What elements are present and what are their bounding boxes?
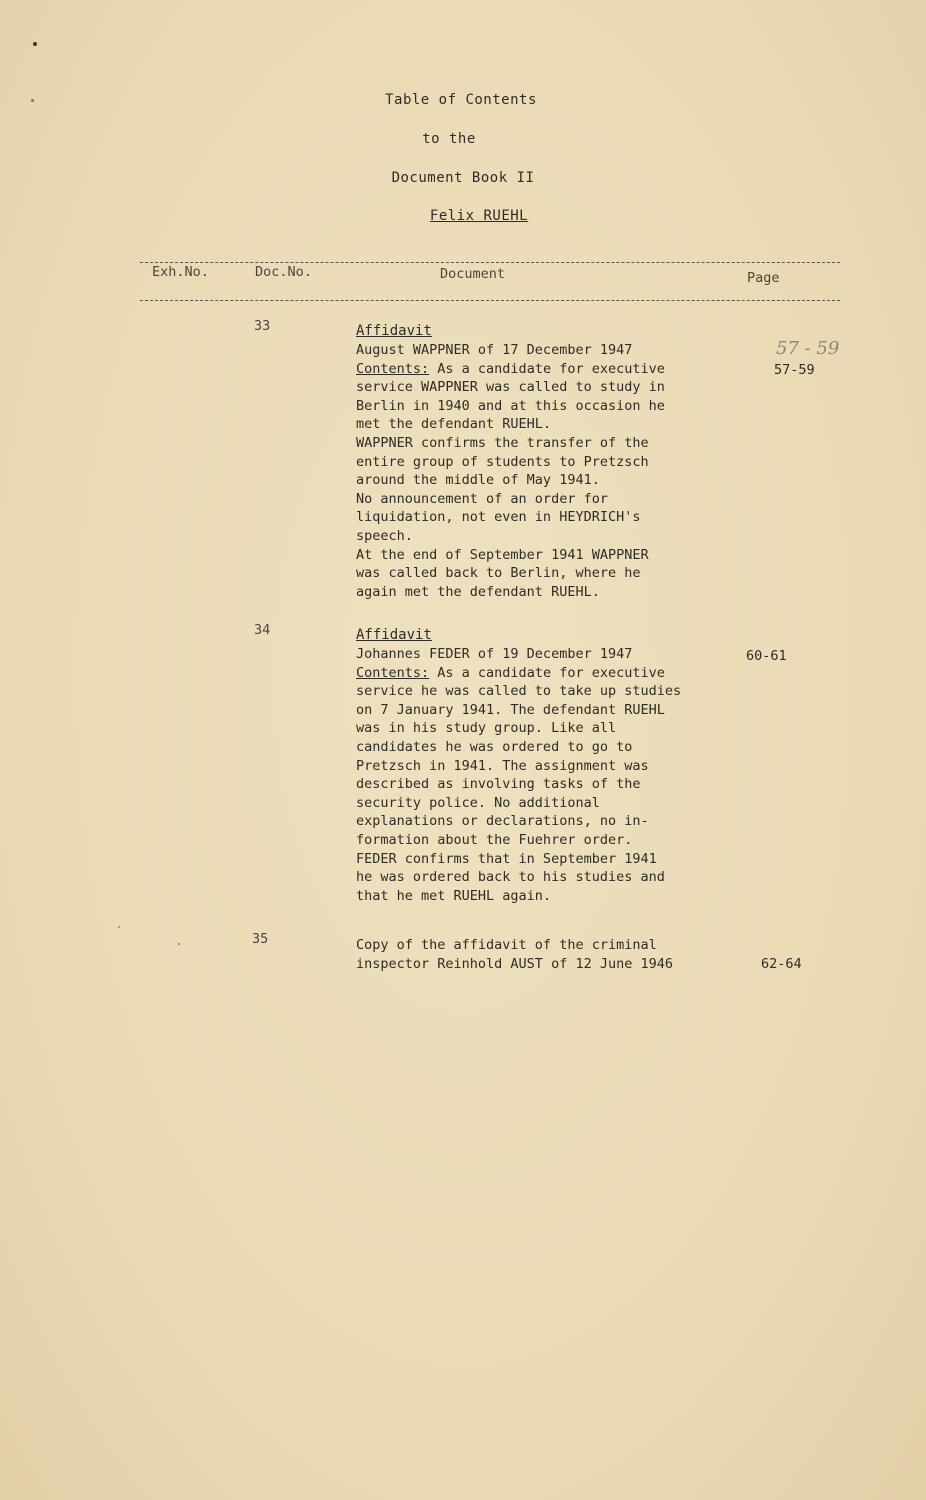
entry-line: again met the defendant RUEHL. xyxy=(356,583,600,600)
entry-line: was in his study group. Like all xyxy=(356,720,617,737)
entry-line: Berlin in 1940 and at this occasion he xyxy=(356,397,665,414)
entry-line: WAPPNER confirms the transfer of the xyxy=(356,434,649,451)
entry-line: Pretzsch in 1941. The assignment was xyxy=(356,757,649,774)
title-to-the: to the xyxy=(422,131,476,147)
entry-page-ref: 62-64 xyxy=(761,956,802,972)
entry-page-ref: 60-61 xyxy=(746,648,787,664)
title-defendant-name: Felix RUEHL xyxy=(429,208,529,224)
entry-line: speech. xyxy=(356,527,413,544)
entry-line: Contents: As a candidate for executive xyxy=(356,360,665,377)
contents-label: Contents: xyxy=(356,360,430,377)
entry-doc-no: 34 xyxy=(254,622,271,638)
entry-line: inspector Reinhold AUST of 12 June 1946 xyxy=(356,955,673,972)
handwritten-page-ref: 57 - 59 xyxy=(776,338,840,359)
entry-line: that he met RUEHL again. xyxy=(356,887,552,904)
entry-line: explanations or declarations, no in- xyxy=(356,813,649,830)
header-rule-top xyxy=(140,262,840,263)
column-header-page: Page xyxy=(747,270,780,286)
title-table-of-contents: Table of Contents xyxy=(385,92,537,108)
entry-line: described as involving tasks of the xyxy=(356,776,641,793)
entry-line: entire group of students to Pretzsch xyxy=(356,453,649,470)
column-header-doc-no: Doc.No. xyxy=(255,264,312,280)
entry-line: August WAPPNER of 17 December 1947 xyxy=(356,342,633,358)
entry-line: At the end of September 1941 WAPPNER xyxy=(356,546,649,563)
entry-page-ref: 57-59 xyxy=(774,362,815,378)
entry-line: was called back to Berlin, where he xyxy=(356,565,641,582)
entry-line: security police. No additional xyxy=(356,794,600,811)
entry-line: FEDER confirms that in September 1941 xyxy=(356,850,657,867)
entry-line: liquidation, not even in HEYDRICH's xyxy=(356,509,641,526)
entry-line: formation about the Fuehrer order. xyxy=(356,831,633,848)
paper-speck xyxy=(33,42,37,46)
entry-doc-no: 33 xyxy=(254,318,271,334)
entry-34 xyxy=(356,626,751,905)
entry-line: Johannes FEDER of 19 December 1947 xyxy=(356,646,633,662)
title-document-book: Document Book II xyxy=(391,170,535,186)
contents-label: Contents: xyxy=(356,664,430,681)
entry-line: Copy of the affidavit of the criminal xyxy=(356,937,657,953)
column-header-exh-no: Exh.No. xyxy=(152,264,209,280)
entry-line: No announcement of an order for xyxy=(356,490,608,507)
header-rule-bottom xyxy=(140,300,840,301)
entry-35 xyxy=(356,936,751,973)
entry-line: service WAPPNER was called to study in xyxy=(356,379,665,396)
entry-title: Affidavit xyxy=(356,627,432,643)
entry-line: service he was called to take up studies xyxy=(356,683,682,700)
entry-line: Contents: As a candidate for executive xyxy=(356,664,665,681)
entry-line: he was ordered back to his studies and xyxy=(356,869,665,886)
entry-title: Affidavit xyxy=(356,323,432,339)
entry-line: candidates he was ordered to go to xyxy=(356,738,633,755)
paper-speck xyxy=(178,943,180,945)
entry-33 xyxy=(356,322,751,601)
paper-speck xyxy=(118,926,120,928)
column-header-document: Document xyxy=(440,266,506,282)
entry-line: on 7 January 1941. The defendant RUEHL xyxy=(356,701,665,718)
entry-line: around the middle of May 1941. xyxy=(356,472,600,489)
entry-line: met the defendant RUEHL. xyxy=(356,416,552,433)
entry-doc-no: 35 xyxy=(252,931,269,947)
